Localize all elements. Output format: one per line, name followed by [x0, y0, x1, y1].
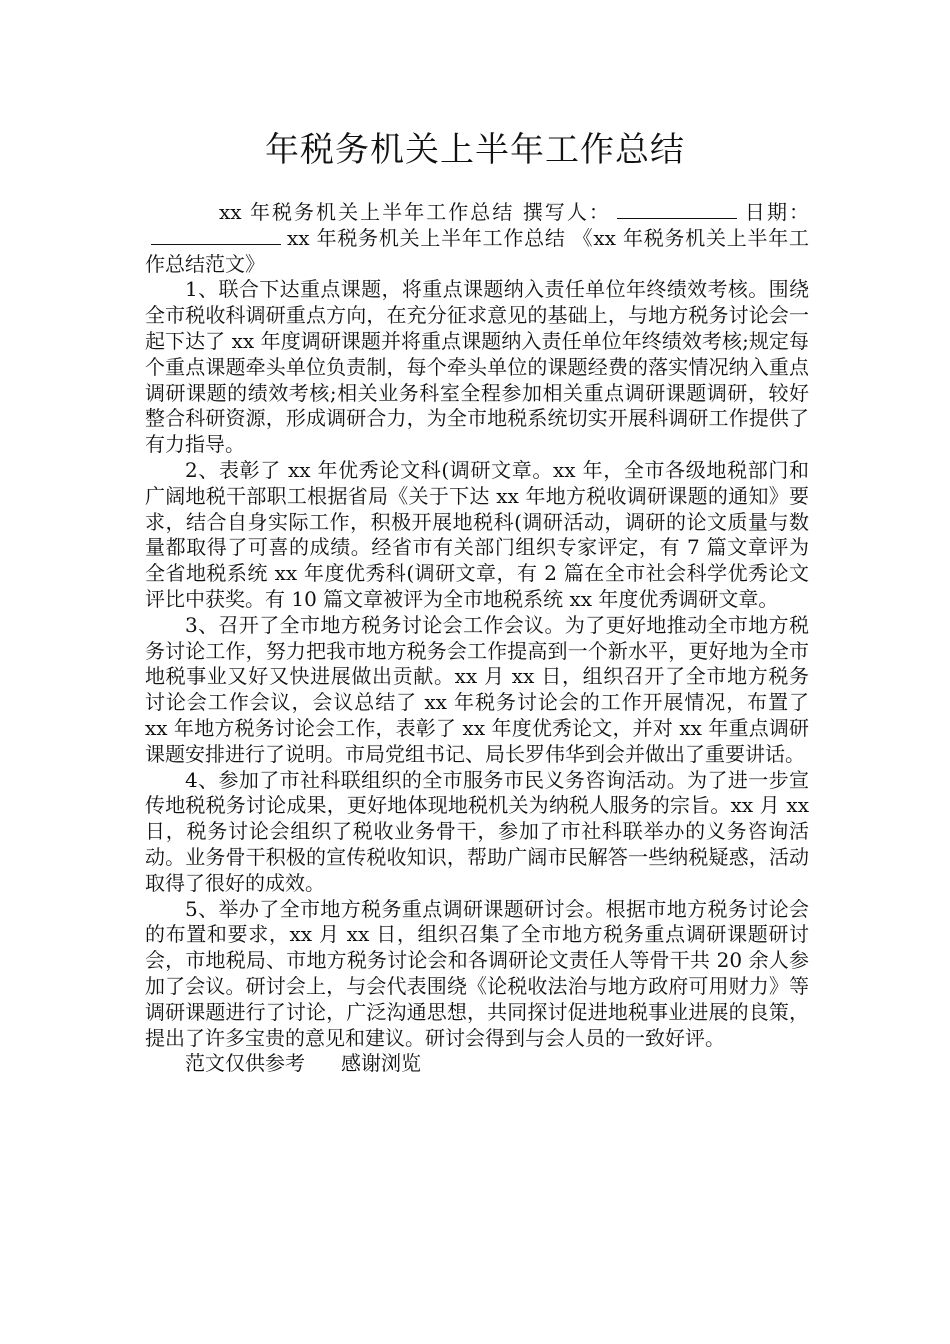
body-paragraph-1: 1、联合下达重点课题，将重点课题纳入责任单位年终绩效考核。围绕全市税收科调研重点方向，在充分征求意见的基础上，与地方税务讨论会一起下达了 xx 年度调研课题并将重点课题纳入责任单位年终绩效考核;规定每个重点课题牵头单位负责制，每个牵头单位的课题经费的落实情况纳入重点调研课题的绩效考核;相关业务科室全程参加相关重点调研课题调研，较好整合科研资源，形成调研合力，为全市地税系统切实开展科调研工作提供了有力指导。	[145, 277, 809, 457]
intro-author-label: xx 年税务机关上半年工作总结 撰写人：	[219, 200, 611, 224]
intro-paragraph	[145, 200, 809, 277]
footer-reference-text: 范文仅供参考	[185, 1051, 305, 1076]
footer-thanks-text: 感谢浏览	[341, 1051, 421, 1076]
document-title: 年税务机关上半年工作总结	[265, 130, 685, 170]
footer-note	[145, 1051, 809, 1077]
date-blank-line	[151, 243, 281, 245]
body-paragraph-5: 5、举办了全市地方税务重点调研课题研讨会。根据市地方税务讨论会的布置和要求，xx 月 xx 日，组织召集了全市地方税务重点调研课题研讨会，市地税局、市地方税务讨论会和各调研论文责任人等骨干共 20 余人参加了会议。研讨会上，与会代表围绕《论税收法治与地方政府可用财力》等调研课题进行了讨论，广泛沟通思想，共同探讨促进地税事业进展的良策，提出了许多宝贵的意见和建议。研讨会得到与会人员的一致好评。	[145, 896, 809, 1050]
body-paragraph-3: 3、召开了全市地方税务讨论会工作会议。为了更好地推动全市地方税务讨论工作，努力把我市地方税务会工作提高到一个新水平，更好地为全市地税事业又好又快进展做出贡献。xx 月 xx 日，组织召开了全市地方税务讨论会工作会议，会议总结了 xx 年税务讨论会的工作开展情况，布置了 xx 年地方税务讨论会工作，表彰了 xx 年度优秀论文，并对 xx 年重点调研课题安排进行了说明。市局党组书记、局长罗伟华到会并做出了重要讲话。	[145, 612, 809, 766]
body-paragraph-2: 2、表彰了 xx 年优秀论文科(调研文章。xx 年，全市各级地税部门和广阔地税干部职工根据省局《关于下达 xx 年地方税收调研课题的通知》要求，结合自身实际工作，积极开展地税科(调研活动，调研的论文质量与数量都取得了可喜的成绩。经省市有关部门组织专家评定，有 7 篇文章评为全省地税系统 xx 年度优秀科(调研文章，有 2 篇在全市社会科学优秀论文评比中获奖。有 10 篇文章被评为全市地税系统 xx 年度优秀调研文章。	[145, 457, 809, 611]
intro-date-label: 日期：	[742, 200, 809, 224]
intro-subtitle: xx 年税务机关上半年工作总结 《xx 年税务机关上半年工作总结范文》	[145, 225, 809, 276]
author-blank-line	[617, 217, 737, 219]
document-body	[145, 200, 809, 1077]
body-paragraph-4: 4、参加了市社科联组织的全市服务市民义务咨询活动。为了进一步宣传地税税务讨论成果，更好地体现地税机关为纳税人服务的宗旨。xx 月 xx 日，税务讨论会组织了税收业务骨干，参加了市社科联举办的义务咨询活动。业务骨干积极的宣传税收知识，帮助广阔市民解答一些纳税疑惑，活动取得了很好的成效。	[145, 767, 809, 895]
